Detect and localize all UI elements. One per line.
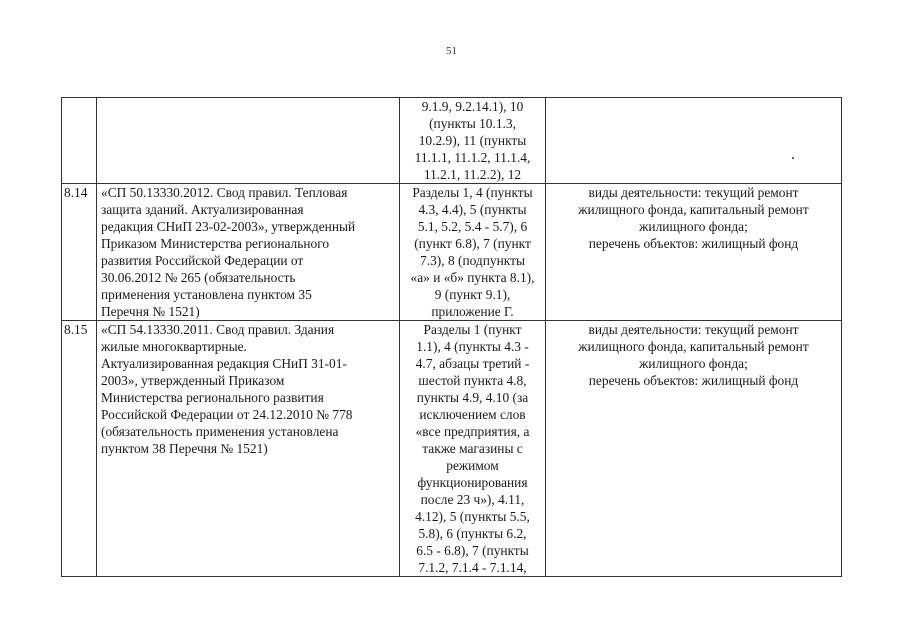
text-line: шестой пункта 4.8, — [418, 373, 527, 388]
text-line: 2003», утвержденный Приказом — [101, 373, 285, 388]
text-line: жилищного фонда; — [639, 219, 748, 234]
text-line: режимом — [446, 458, 499, 473]
text-line: применения установлена пунктом 35 — [101, 287, 312, 302]
text-line: Российской Федерации от 24.12.2010 № 778 — [101, 407, 353, 422]
text-line: виды деятельности: текущий ремонт — [588, 185, 799, 200]
text-line: Разделы 1, 4 (пункты — [412, 185, 533, 200]
text-line: 9 (пункт 9.1), — [434, 287, 511, 302]
application-scope-cell — [546, 98, 842, 184]
page-number: 51 — [446, 45, 457, 57]
text-line: 7.3), 8 (подпункты — [420, 253, 525, 268]
text-line: исключением слов — [419, 407, 526, 422]
text-line: приложение Г. — [431, 304, 514, 319]
text-line: 6.5 - 6.8), 7 (пункты — [416, 543, 529, 558]
application-scope-cell — [546, 184, 842, 321]
text-line: жилищного фонда; — [639, 356, 748, 371]
text-line: 11.2.1, 11.2.2), 12 — [423, 167, 522, 182]
text-line: жилищного фонда, капитальный ремонт — [578, 202, 809, 217]
text-line: жилые многоквартирные. — [101, 339, 247, 354]
text-line: Перечня № 1521) — [101, 304, 200, 319]
text-line: 5.1, 5.2, 5.4 - 5.7), 6 — [417, 219, 528, 234]
table-row — [62, 321, 842, 577]
text-line: 7.1.2, 7.1.4 - 7.1.14, — [418, 560, 527, 575]
text-line: редакция СНиП 23-02-2003», утвержденный — [101, 219, 356, 234]
text-line: Актуализированная редакция СНиП 31-01- — [101, 356, 347, 371]
applicable-sections-cell — [400, 98, 546, 184]
application-scope-cell — [546, 321, 842, 577]
document-title-cell — [97, 98, 400, 184]
text-line: 9.1.9, 9.2.14.1), 10 — [421, 99, 524, 114]
applicable-sections-cell — [400, 321, 546, 577]
text-line: (пункт 6.8), 7 (пункт — [414, 236, 531, 251]
text-line: пункты 4.9, 4.10 (за — [416, 390, 529, 405]
text-line: «а» и «б» пункта 8.1), — [410, 270, 535, 285]
text-line: Разделы 1 (пункт — [423, 322, 522, 337]
table-body — [62, 98, 842, 577]
text-line: «СП 54.13330.2011. Свод правил. Здания — [101, 322, 335, 337]
document-title-cell — [97, 321, 400, 577]
text-line: «все предприятия, а — [415, 424, 530, 439]
text-line: также магазины с — [422, 441, 523, 456]
text-line: 5.8), 6 (пункты 6.2, — [418, 526, 527, 541]
applicable-sections-cell — [400, 184, 546, 321]
text-line: виды деятельности: текущий ремонт — [588, 322, 799, 337]
text-line: развития Российской Федерации от — [101, 253, 304, 268]
text-line: пунктом 38 Перечня № 1521) — [101, 441, 268, 456]
regulations-table — [61, 97, 842, 577]
text-line: 4.3, 4.4), 5 (пункты — [418, 202, 527, 217]
text-line: защита зданий. Актуализированная — [101, 202, 304, 217]
item-number-cell: 8.15 — [62, 321, 97, 577]
text-line: Приказом Министерства регионального — [101, 236, 330, 251]
text-line: (обязательность применения установлена — [101, 424, 339, 439]
text-line: жилищного фонда, капитальный ремонт — [578, 339, 809, 354]
item-number-cell — [62, 98, 97, 184]
text-line: 1.1), 4 (пункты 4.3 - — [416, 339, 529, 354]
table-row — [62, 184, 842, 321]
item-number-cell: 8.14 — [62, 184, 97, 321]
table-row — [62, 98, 842, 184]
text-line: 10.2.9), 11 (пункты — [418, 133, 527, 148]
text-line: Министерства регионального развития — [101, 390, 324, 405]
text-line: перечень объектов: жилищный фонд — [588, 236, 799, 251]
text-line: 11.1.1, 11.1.2, 11.1.4, — [414, 150, 531, 165]
text-line: 30.06.2012 № 265 (обязательность — [101, 270, 296, 285]
text-line: «СП 50.13330.2012. Свод правил. Тепловая — [101, 185, 348, 200]
text-line: 4.7, абзацы третий - — [415, 356, 530, 371]
text-line: функционирования — [417, 475, 528, 490]
text-line: после 23 ч»), 4.11, — [420, 492, 525, 507]
document-title-cell — [97, 184, 400, 321]
text-line: перечень объектов: жилищный фонд — [588, 373, 799, 388]
text-line: 4.12), 5 (пункты 5.5, — [415, 509, 530, 524]
text-line: (пункты 10.1.3, — [429, 116, 516, 131]
